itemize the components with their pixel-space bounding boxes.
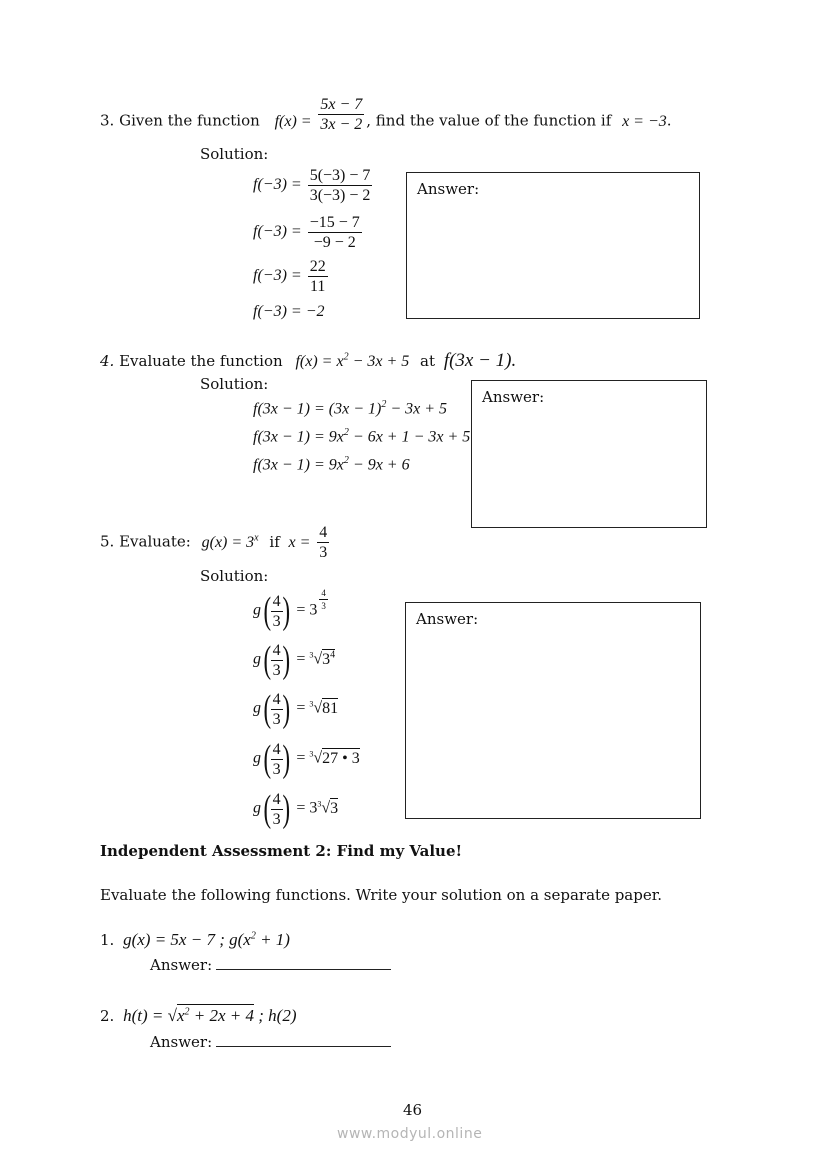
q4-step-2: $f(3x - 1) = 9x^2 - 6x + 1 - 3x + 5$ <box>253 427 471 446</box>
q4-function: $f(x) = x^2 - 3x + 5$ <box>295 351 410 370</box>
assessment-item-1: 1. g(x) = 5x − 7 ; $g(x^2 + 1)$ <box>100 930 290 949</box>
q5-function: $g(x) = 3^x$ <box>201 532 259 551</box>
q4-prompt: 4. Evaluate the function $f(x) = x^2 - 3x + 5$ at f(3x − 1). <box>100 350 517 371</box>
q5-step-1: g( $\frac{4}{3}$ ) = 3 $\frac{4}{3}$ <box>253 588 326 632</box>
q4-step-1: $f(3x - 1) = (3x - 1)^2 - 3x + 5$ <box>253 399 448 418</box>
q3-solution-label: Solution: <box>200 145 269 163</box>
assessment-item-1-answer: Answer: <box>150 956 391 974</box>
q5-step-2: g( $\frac{4}{3}$ ) = $^3√3^4$ <box>253 639 336 681</box>
q3-function-fraction: $\frac{5x - 7}{3x - 2}$ <box>320 96 363 133</box>
assessment-heading: Independent Assessment 2: Find my Value! <box>100 842 463 860</box>
q5-condition-fraction: $\frac{4}{3}$ <box>319 524 328 561</box>
q3-answer-box[interactable] <box>406 172 700 319</box>
q5-number: 5. <box>100 532 115 551</box>
q4-target: f(3x − 1). <box>443 350 517 371</box>
q5-solution-label: Solution: <box>200 567 269 585</box>
watermark: www.modyul.online <box>337 1126 483 1142</box>
q3-function-lhs: f(x) = <box>274 112 312 130</box>
q3-text: Given the function <box>119 111 260 130</box>
answer-line-1[interactable] <box>216 957 391 970</box>
q3-answer-label: Answer: <box>417 180 480 198</box>
q5-step-4: g( $\frac{4}{3}$ ) = $^3$√27 • 3 <box>253 738 360 780</box>
q5-prompt: 5. Evaluate: $g(x) = 3^x$ if x = $\frac{4}{3}$ <box>100 524 328 561</box>
q4-solution-label: Solution: <box>200 375 269 393</box>
assessment-item-2-answer: Answer: <box>150 1033 391 1051</box>
q3-prompt: 3. Given the function f(x) = $\frac{5x - 7}{3x - 2}$ , find the value of the function if x = −3. <box>100 96 672 133</box>
q5-step-5: g( $\frac{4}{3}$ ) = $3^3√3$ <box>253 788 339 830</box>
assessment-instructions: Evaluate the following functions. Write your solution on a separate paper. <box>100 886 663 904</box>
q3-step-1: f(−3) = $\frac{5(-3) - 7}{3(-3) - 2}$ <box>253 167 371 204</box>
q3-number: 3. <box>100 111 115 130</box>
page-number: 46 <box>403 1101 423 1119</box>
q4-step-3: $f(3x - 1) = 9x^2 - 9x + 6$ <box>253 455 410 474</box>
q3-condition: x = −3 <box>622 112 667 130</box>
answer-line-2[interactable] <box>216 1034 391 1047</box>
q4-text: Evaluate the function <box>119 352 283 370</box>
q5-step-3: g( $\frac{4}{3}$ ) = $^3$√81 <box>253 688 339 730</box>
q4-answer-box[interactable] <box>471 380 707 528</box>
q3-step-3: f(−3) = $\frac{22}{11}$ <box>253 258 326 295</box>
q4-number: 4. <box>100 352 115 370</box>
q5-answer-label: Answer: <box>416 610 479 628</box>
q4-answer-label: Answer: <box>482 388 545 406</box>
q3-step-2: f(−3) = $\frac{-15 - 7}{-9 - 2}$ <box>253 214 360 251</box>
q3-step-4: f(−3) = −2 <box>253 303 325 320</box>
q5-answer-box[interactable] <box>405 602 701 819</box>
q3-text-2: , find the value of the function if <box>366 111 612 130</box>
assessment-item-2: 2. $h(t) = √x^2 + 2x + 4$ ; h(2) <box>100 1006 297 1025</box>
